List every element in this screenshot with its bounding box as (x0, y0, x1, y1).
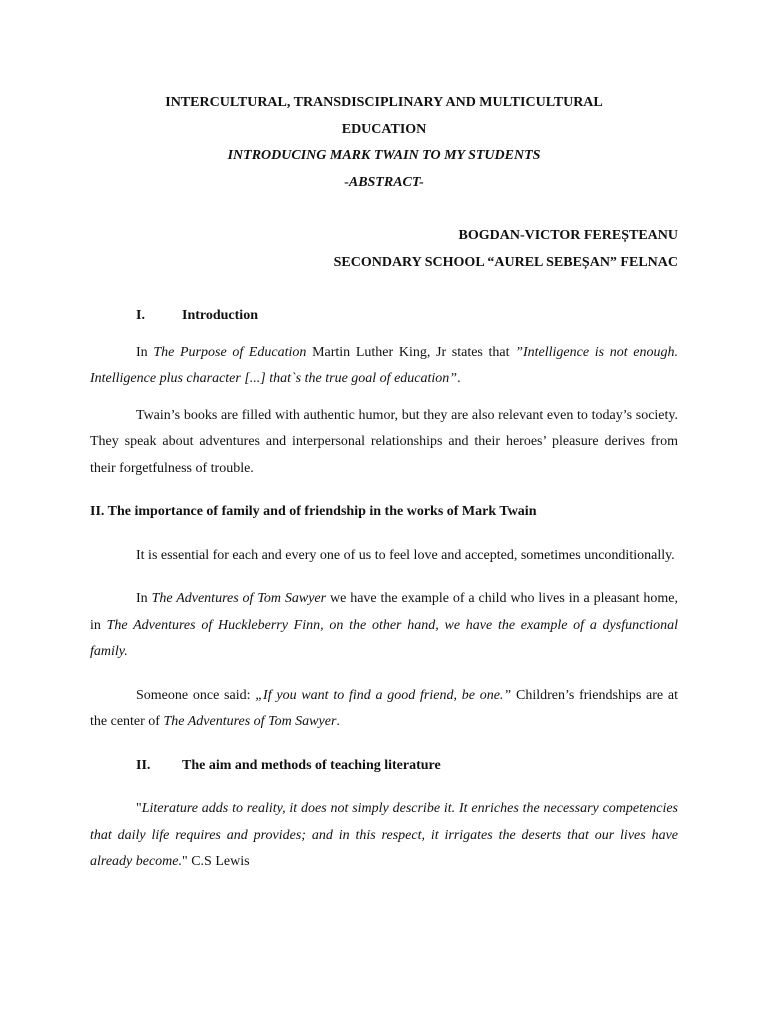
paragraph-tom-huck (90, 586, 678, 666)
document-subtitle: INTRODUCING MARK TWAIN TO MY STUDENTS (227, 148, 541, 163)
paragraph-king-quote (90, 340, 678, 393)
quote-text: Literature adds to reality, it does not simply describe it. It enriches the necessary competencies that daily life requires and provides; and in this respect, it irrigates the deserts that our lives have already become. (90, 801, 678, 869)
school-name: SECONDARY SCHOOL “AUREL SEBEȘAN” FELNAC (333, 254, 678, 270)
section-3-heading (90, 753, 678, 780)
text-run: In (136, 591, 152, 606)
section-2-heading: II. The importance of family and of friendship in the works of Mark Twain (90, 504, 537, 519)
quote-text: „If you want to find a good friend, be one.” (255, 687, 512, 703)
paragraph-lewis-quote (90, 796, 678, 876)
book-title: The Adventures of Tom Sawyer (163, 714, 337, 729)
section-1-number: I. (136, 308, 145, 323)
book-title: The Adventures of Tom Sawyer (151, 591, 327, 606)
text-run: . (457, 371, 461, 386)
paragraph-love-accepted: It is essential for each and every one of us to feel love and accepted, sometimes unconditionally. (136, 547, 675, 563)
section-3-title: The aim and methods of teaching literature (182, 757, 441, 773)
document-page (90, 90, 678, 876)
section-3-number: II. (136, 757, 151, 773)
author-name: BOGDAN-VICTOR FEREȘTEANU (458, 228, 678, 243)
text-run: " C.S Lewis (182, 854, 250, 869)
text-run: Someone once said: (136, 687, 256, 703)
book-title: The Purpose of Education (153, 344, 307, 360)
paragraph-twain-books: Twain’s books are filled with authentic humor, but they are also relevant even to today’s society. They speak about adventures and interpersonal relationships and their heroes’ pleasure derives from their forgetfulness of trouble. (90, 407, 678, 476)
text-run: Martin Luther King, Jr states that (306, 344, 516, 360)
quote-text: ”Intelligence is not enough. Intelligence plus character [...] that`s the true goal of education” (90, 344, 678, 386)
section-1-heading (90, 303, 678, 330)
book-title: The Adventures of Huckleberry Finn, on the other hand, we have the example of a dysfunctional family. (90, 617, 678, 659)
document-title-line1: INTERCULTURAL, TRANSDISCIPLINARY AND MULTICULTURAL (165, 95, 603, 110)
text-run: we have the example of a child who lives in a pleasant home, in (90, 591, 678, 633)
text-run: " (136, 801, 142, 816)
document-title-line2: EDUCATION (341, 121, 427, 137)
paragraph-friendship (90, 683, 678, 736)
text-run: In (136, 344, 154, 360)
author-block (90, 223, 678, 276)
abstract-label: -ABSTRACT- (344, 174, 424, 190)
text-run: . (336, 714, 340, 729)
text-run: Children’s friendships are at the center of (90, 687, 678, 729)
section-1-title: Introduction (182, 308, 258, 323)
